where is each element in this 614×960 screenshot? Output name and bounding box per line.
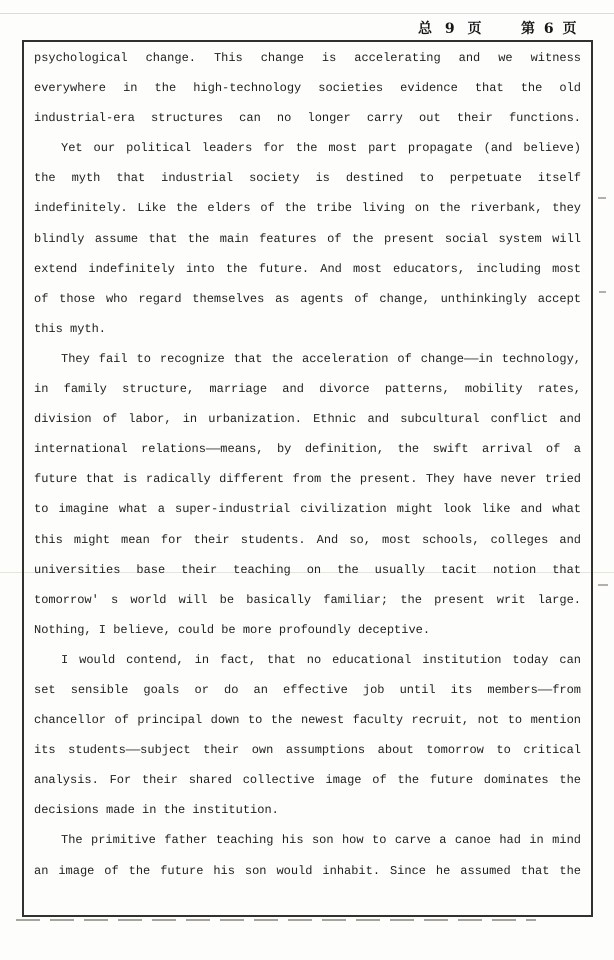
scan-artifact-tick xyxy=(599,291,606,293)
paragraph xyxy=(34,133,581,344)
text-line: indefinitely. Like the elders of the tribe living on the riverbank, they xyxy=(34,201,581,216)
text-line: division of labor, in urbanization. Ethnic and subcultural conflict and xyxy=(34,412,581,427)
text-line: set sensible goals or do an effective job until its members——from xyxy=(34,682,581,697)
text-line: an image of the future his son would inhabit. Since he assumed that the xyxy=(34,863,581,878)
text-line: They fail to recognize that the acceleration of change——in technology, xyxy=(61,351,581,366)
text-line: international relations——means, by definition, the swift arrival of a xyxy=(34,442,581,457)
text-line: I would contend, in fact, that no educational institution today can xyxy=(61,652,581,667)
scan-artifact-tick xyxy=(598,584,608,586)
scan-artifact-bottom-line xyxy=(16,919,536,921)
paragraph xyxy=(34,344,581,645)
total-pages-label: 总 9 页 xyxy=(418,21,486,37)
paragraph xyxy=(34,43,581,133)
text-line: future that is radically different from the present. They have never tried xyxy=(34,472,581,487)
text-line: tomorrow' s world will be basically familiar; the present writ large. xyxy=(34,592,581,607)
text-line: the myth that industrial society is destined to perpetuate itself xyxy=(34,171,581,186)
text-line: universities base their teaching on the usually tacit notion that xyxy=(34,562,581,577)
scan-artifact-tick xyxy=(598,197,606,199)
document-body xyxy=(34,43,581,886)
text-line: this myth. xyxy=(34,321,107,336)
text-line: extend indefinitely into the future. And most educators, including most xyxy=(34,261,581,276)
text-line: its students——subject their own assumptions about tomorrow to critical xyxy=(34,743,581,758)
page-number-label: 第 6 页 xyxy=(521,21,579,37)
text-line: chancellor of principal down to the newest faculty recruit, not to mention xyxy=(34,713,581,728)
document-border-box xyxy=(22,40,593,917)
paragraph xyxy=(34,825,581,885)
text-line: Yet our political leaders for the most part propagate (and believe) xyxy=(61,141,581,156)
text-line: industrial-era structures can no longer carry out their functions. xyxy=(34,111,581,126)
text-line: this might mean for their students. And so, most schools, colleges and xyxy=(34,532,581,547)
text-line: decisions made in the institution. xyxy=(34,803,279,818)
text-line: psychological change. This change is accelerating and we witness xyxy=(34,51,581,65)
text-line: blindly assume that the main features of the present social system will xyxy=(34,231,581,246)
text-line: The primitive father teaching his son how to carve a canoe had in mind xyxy=(61,833,581,848)
text-line: in family structure, marriage and divorce patterns, mobility rates, xyxy=(34,382,581,397)
scan-artifact-top-line xyxy=(0,13,614,14)
text-line: to imagine what a super-industrial civilization might look like and what xyxy=(34,502,581,517)
paragraph xyxy=(34,645,581,826)
text-line: of those who regard themselves as agents of change, unthinkingly accept xyxy=(34,291,581,306)
text-line: analysis. For their shared collective image of the future dominates the xyxy=(34,773,581,788)
text-line: everywhere in the high-technology societies evidence that the old xyxy=(34,81,581,96)
text-line: Nothing, I believe, could be more profoundly deceptive. xyxy=(34,622,431,637)
